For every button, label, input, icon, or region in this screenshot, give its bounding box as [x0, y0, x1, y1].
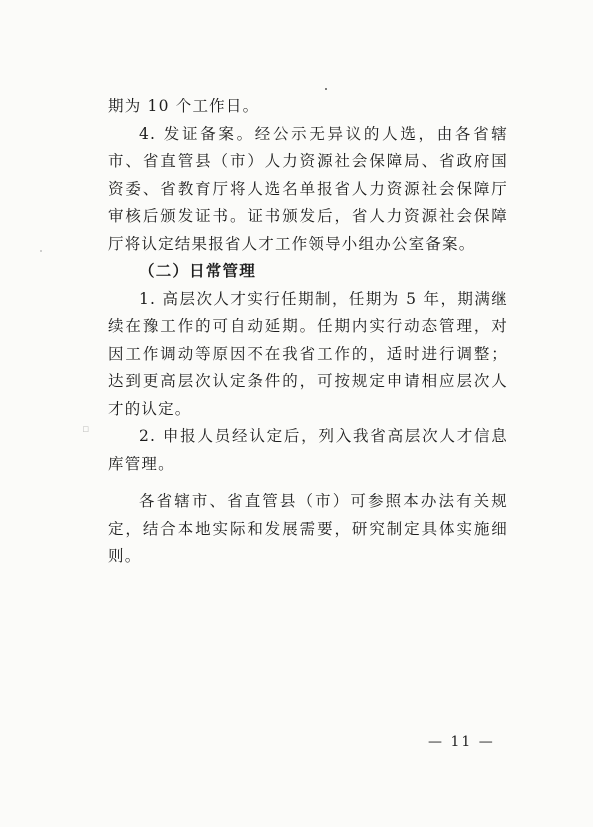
page-number: — 11 —: [428, 734, 495, 750]
paragraph-talent-database: 2. 申报人员经认定后，列入我省高层次人才信息库管理。: [108, 427, 508, 473]
paragraph-term-system: 1. 高层次人才实行任期制，任期为 5 年，期满继续在豫工作的可自动延期。任期内实行动态管理，对因工作调动等原因不在我省工作的，适时进行调整；达到更高层次认定条件的，可按规定申请相应层次人才的认定。: [108, 289, 508, 418]
paragraph-local-rules: 各省辖市、省直管县（市）可参照本办法有关规定，结合本地实际和发展需要，研究制定具体实施细则。: [108, 492, 508, 565]
paragraph-issue-certificate: 4. 发证备案。经公示无异议的人选，由各省辖市、省直管县（市）人力资源社会保障局、省政府国资委、省教育厅将人选名单报省人力资源社会保障厅审核后颁发证书。证书颁发后，省人力资源社会保障厅将认定结果报省人才工作领导小组办公室备案。: [108, 124, 508, 253]
body-text: [108, 93, 508, 571]
section-heading-daily-management: （二）日常管理: [139, 262, 256, 280]
paragraph-gap: [108, 478, 508, 488]
scan-smudge: ▫: [82, 422, 90, 435]
scan-speck: [40, 250, 42, 252]
paragraph-continuation: 期为 10 个工作日。: [108, 97, 260, 115]
scan-speck: [325, 88, 327, 90]
